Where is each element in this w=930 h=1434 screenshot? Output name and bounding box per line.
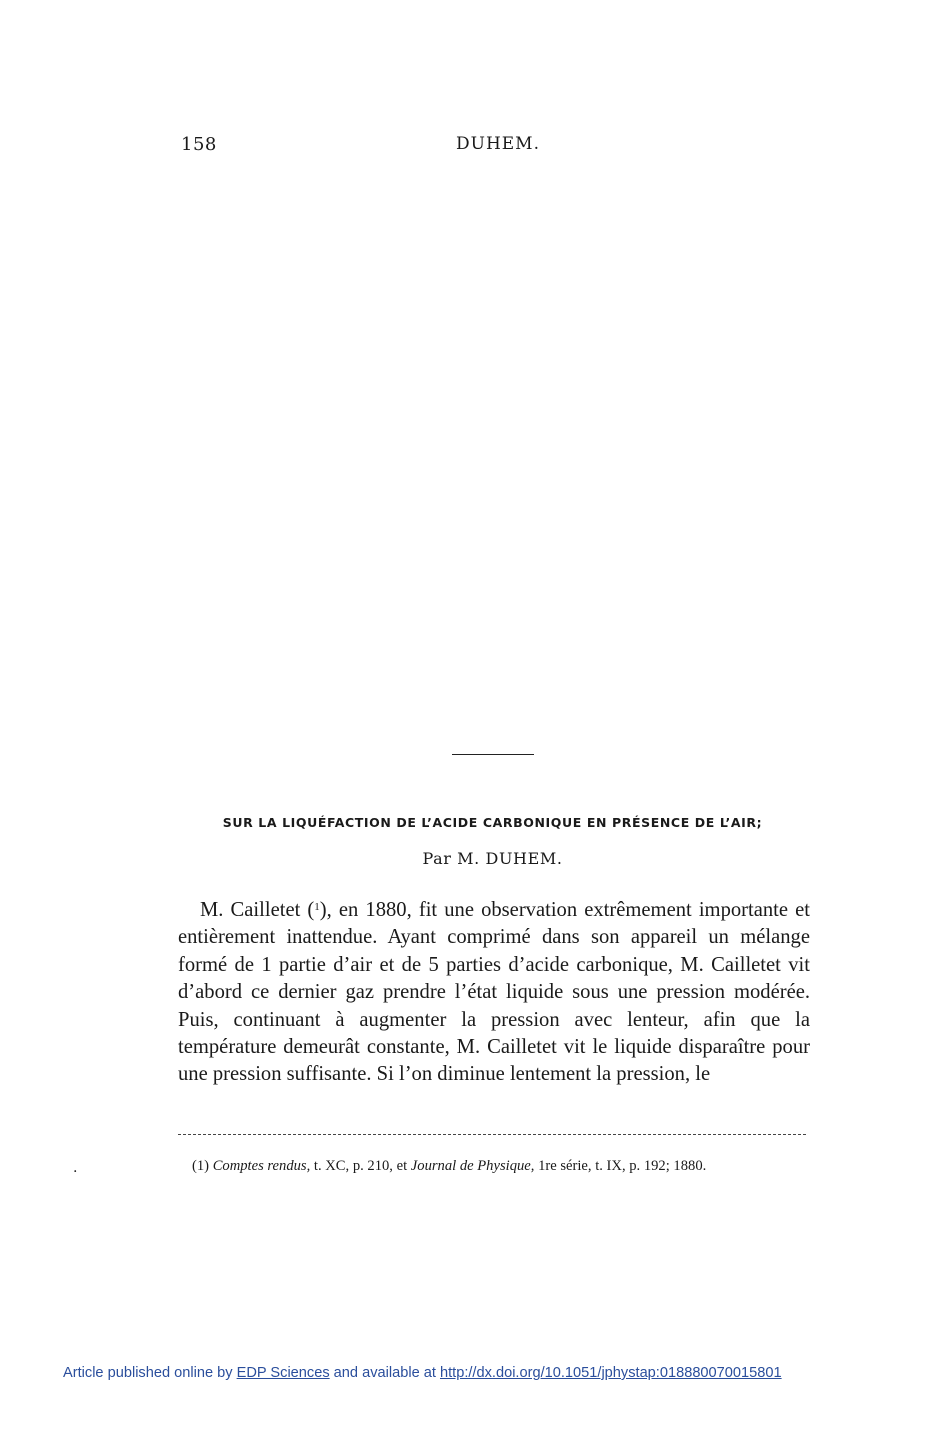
publisher-prefix: Article published online by [63,1365,237,1381]
publisher-link[interactable]: EDP Sciences [236,1365,330,1381]
body-text-start: M. Cailletet ( [200,899,315,921]
footnote-source-1: Comptes rendus, [212,1158,311,1174]
footnote-reference: 1 [314,901,320,913]
footnote-source-2: Journal de Physique, [410,1158,535,1174]
footnote-text-1: t. XC, p. 210, et [310,1158,411,1174]
footnote-marker: (1) [192,1158,210,1174]
margin-mark: . [73,1160,78,1176]
footnote-separator [178,1134,806,1136]
body-paragraph [178,894,810,1089]
page-number: 158 [181,134,217,155]
doi-link[interactable]: http://dx.doi.org/10.1051/jphystap:018880070015801 [439,1365,782,1381]
section-divider [452,754,534,755]
publisher-middle: and available at [329,1365,440,1381]
article-byline: Par M. DUHEM. [422,849,563,868]
footnote [178,1155,808,1177]
running-head: DUHEM. [455,134,540,154]
article-title: SUR LA LIQUÉFACTION DE L’ACIDE CARBONIQUE EN PRÉSENCE DE L’AIR; [222,815,763,830]
footnote-text-2: 1re série, t. IX, p. 192; 1880. [534,1158,707,1174]
body-text-rest: ), en 1880, fit une observation extrêmement importante et entièrement inattendue. Ayant comprimé dans son appareil un mélange formé de 1 partie d’air et de 5 parties d’acide carbonique, M. Cailletet vit d’abord ce dernier gaz prendre l’état liquide sous une pression modérée. Puis, continuant à augmenter la pression avec lenteur, afin que la température demeurât constante, M. Cailletet vit le liquide disparaître pour une pression suffisante. Si l’on diminue lentement la pression, le [178,899,810,1086]
publisher-notice [63,1365,782,1381]
